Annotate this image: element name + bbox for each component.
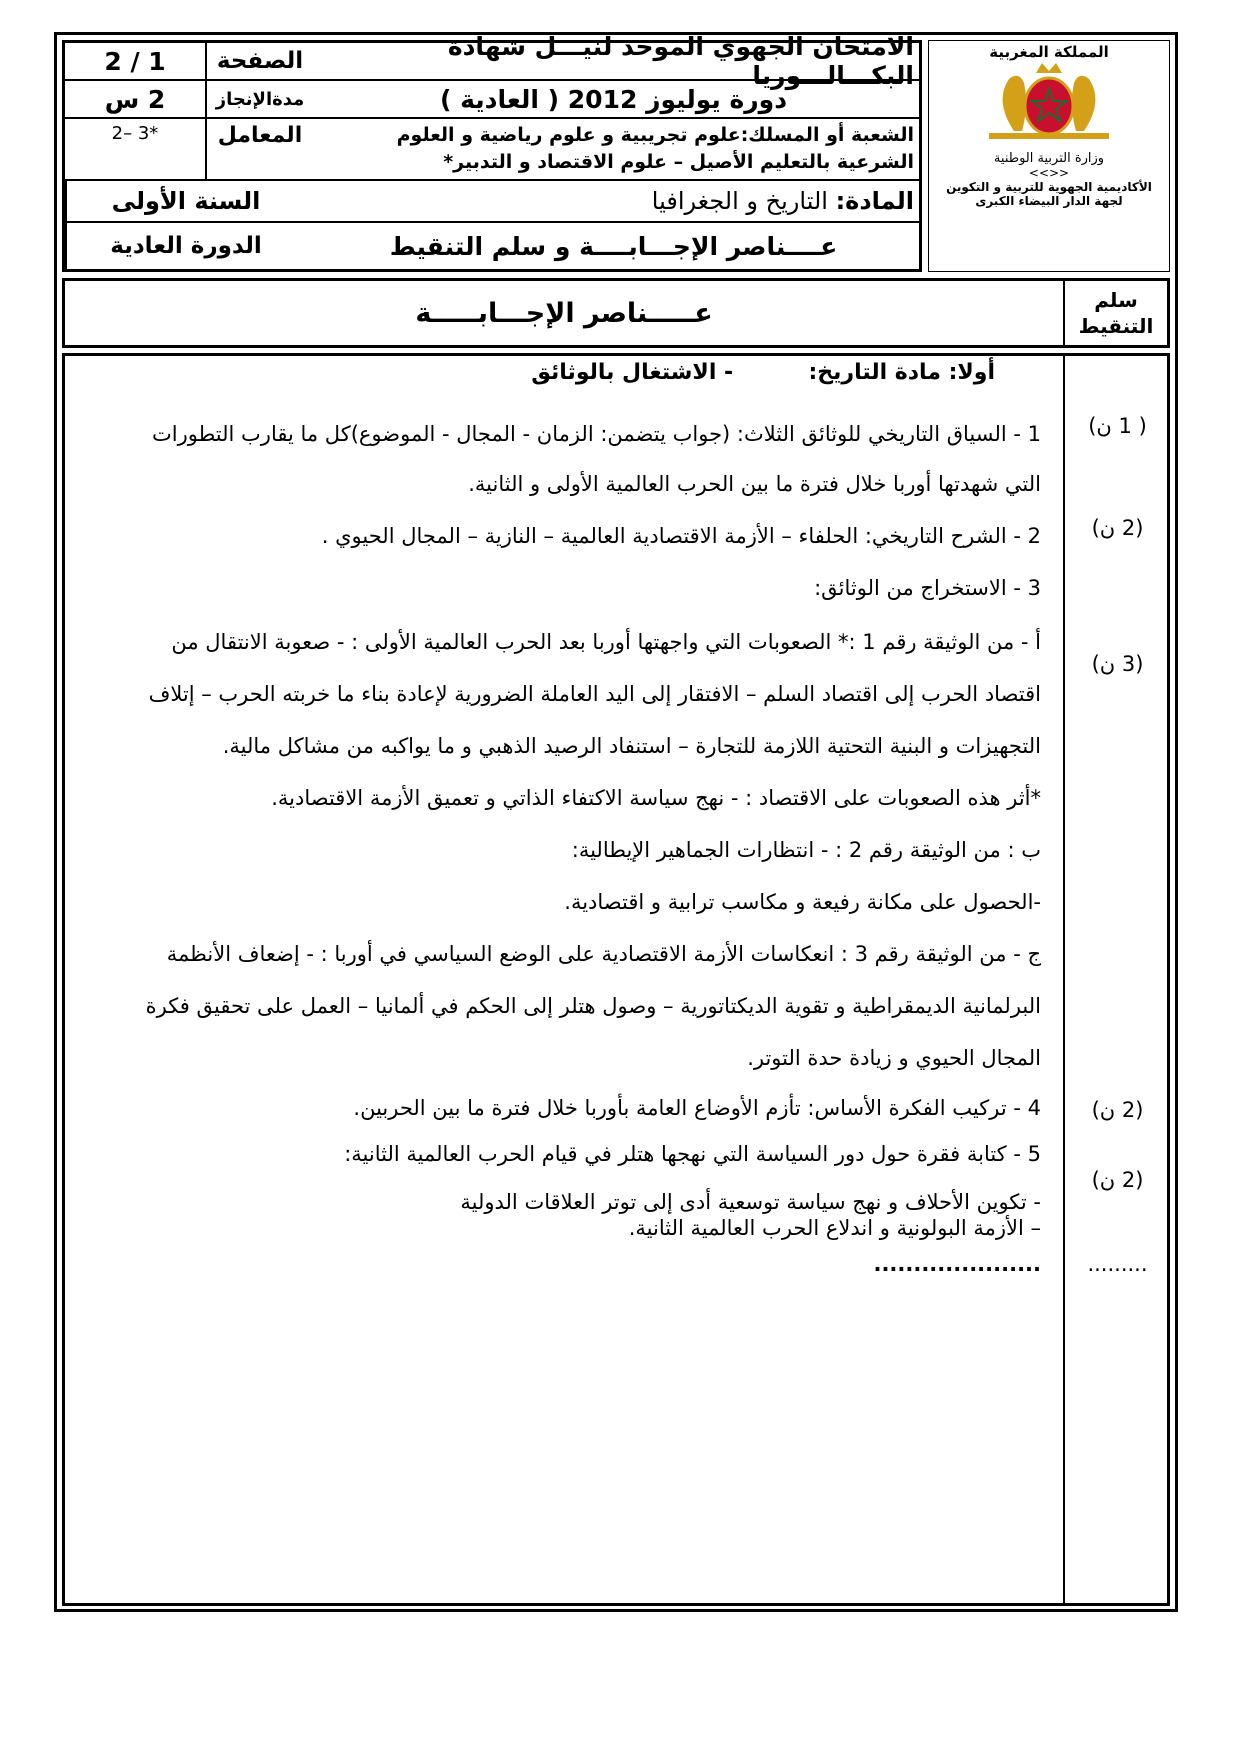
row-session: [65, 81, 919, 119]
answer-line: – الأزمة البولونية و اندلاع الحرب العالمية الثانية.: [628, 1216, 1041, 1240]
exam-title: الامتحان الجهوي الموحد لنيـــل شهادة البكـــالـــوريا: [447, 32, 914, 90]
ministry-logo-block: [928, 40, 1170, 272]
kingdom-name: المملكة المغربية: [989, 43, 1109, 61]
points-q5: (2 ن): [1091, 1168, 1144, 1192]
answer-line: ب : من الوثيقة رقم 2 : - انتظارات الجماهير الإيطالية:: [571, 838, 1041, 862]
answer-line: اقتصاد الحرب إلى اقتصاد السلم – الافتقار إلى اليد العاملة الضرورية لإعادة بناء ما خربته الحرب – إتلاف: [148, 682, 1041, 706]
section-title: عـــــناصر الإجـــابـــــة: [62, 278, 1065, 348]
row-branch: [65, 119, 919, 181]
region-name: لجهة الدار البيضاء الكبرى: [975, 194, 1123, 208]
duration-value: 2 س: [104, 84, 166, 114]
answer-section-header: [62, 278, 1170, 348]
page-value: 1 / 2: [104, 46, 166, 76]
answer-line: التي شهدتها أوربا خلال فترة ما بين الحرب العالمية الأولى و الثانية.: [468, 472, 1041, 496]
answer-line: المجال الحيوي و زيادة حدة التوتر.: [747, 1046, 1041, 1070]
branch-line-1: الشعبة أو المسلك:علوم تجريبية و علوم رياضية و العلوم: [396, 124, 914, 146]
royal-emblem-icon: [974, 61, 1124, 143]
points-q2: (2 ن): [1091, 516, 1144, 540]
branch: [313, 119, 922, 179]
heading-task: - الاشتغال بالوثائق: [531, 360, 734, 385]
duration-label: مدةالإنجاز: [205, 81, 313, 117]
exam-info-table: [62, 32, 922, 272]
answer-body: [62, 353, 1170, 1606]
answer-line: ج - من الوثيقة رقم 3 : انعكاسات الأزمة الاقتصادية على الوضع السياسي في أوربا : - إضعاف الأنظمة: [166, 942, 1041, 966]
subject-value: التاريخ و الجغرافيا: [651, 187, 828, 215]
answer-line: 1 - السياق التاريخي للوثائق الثلاث: (جواب يتضمن: الزمان - المجال - الموضوع)كل ما يقارب التطورات: [151, 422, 1041, 446]
answer-line: 4 - تركيب الفكرة الأساس: تأزم الأوضاع العامة بأوربا خلال فترة ما بين الحربين.: [353, 1096, 1041, 1120]
row-subject: [65, 181, 919, 223]
points-q1: ( 1 ن): [1088, 414, 1147, 438]
coef-value: 2– 3*: [111, 123, 159, 144]
score-column-label: سلم التنقيط: [1065, 278, 1170, 348]
heading-subject: أولا: مادة التاريخ:: [808, 360, 995, 385]
separator: <<>>: [1028, 166, 1070, 180]
points-q4: (2 ن): [1091, 1098, 1144, 1122]
answer-line: أ - من الوثيقة رقم 1 :* الصعوبات التي واجهتها أوربا بعد الحرب العالمية الأولى : - صعوبة الانتقال من: [171, 630, 1041, 654]
continuation-dots: .....................: [873, 1252, 1041, 1276]
page-label: الصفحة: [205, 43, 313, 79]
year: السنة الأولى: [65, 181, 313, 221]
answer-line: *أثر هذه الصعوبات على الاقتصاد : - نهج سياسة الاكتفاء الذاتي و تعميق الأزمة الاقتصادية.: [271, 786, 1041, 810]
answer-line: 5 - كتابة فقرة حول دور السياسة التي نهجها هتلر في قيام الحرب العالمية الثانية:: [344, 1142, 1041, 1166]
score-dots: .........: [1087, 1252, 1148, 1276]
coef-label: المعامل: [205, 119, 313, 179]
session: دورة يوليوز 2012 ( العادية ): [439, 84, 788, 114]
answer-line: البرلمانية الديمقراطية و تقوية الديكتاتورية – وصول هتلر إلى الحكم في ألمانيا – العمل على تحقيق فكرة: [145, 994, 1041, 1018]
exam-header: [62, 32, 1170, 272]
academy-name: الأكاديمية الجهوية للتربية و التكوين: [946, 180, 1152, 194]
row-title: [65, 32, 919, 90]
answer-line: 2 - الشرح التاريخي: الحلفاء – الأزمة الاقتصادية العالمية – النازية – المجال الحيوي .: [321, 524, 1041, 548]
points-q3: (3 ن): [1091, 652, 1144, 676]
doc-title: عــــناصر الإجـــابــــة و سلم التنقيط: [389, 231, 838, 261]
score-column: [1065, 353, 1170, 1606]
round: الدورة العادية: [65, 223, 313, 269]
row-doc-title: [65, 223, 919, 269]
subject-label: المادة:: [835, 187, 914, 215]
answer-line: - تكوين الأحلاف و نهج سياسة توسعية أدى إلى توتر العلاقات الدولية: [460, 1190, 1041, 1214]
subject: [313, 181, 922, 221]
answer-line: 3 - الاستخراج من الوثائق:: [814, 576, 1041, 600]
answer-line: -الحصول على مكانة رفيعة و مكاسب ترابية و اقتصادية.: [564, 890, 1041, 914]
answer-line: التجهيزات و البنية التحتية اللازمة للتجارة – استنفاد الرصيد الذهبي و ما يواكبه من مشاكل مالية.: [222, 734, 1041, 758]
history-heading: [531, 360, 995, 385]
branch-line-2: الشرعية بالتعليم الأصيل – علوم الاقتصاد و التدبير*: [443, 151, 914, 173]
ministry-name: وزارة التربية الوطنية: [993, 151, 1105, 166]
answer-content: [62, 353, 1065, 1606]
